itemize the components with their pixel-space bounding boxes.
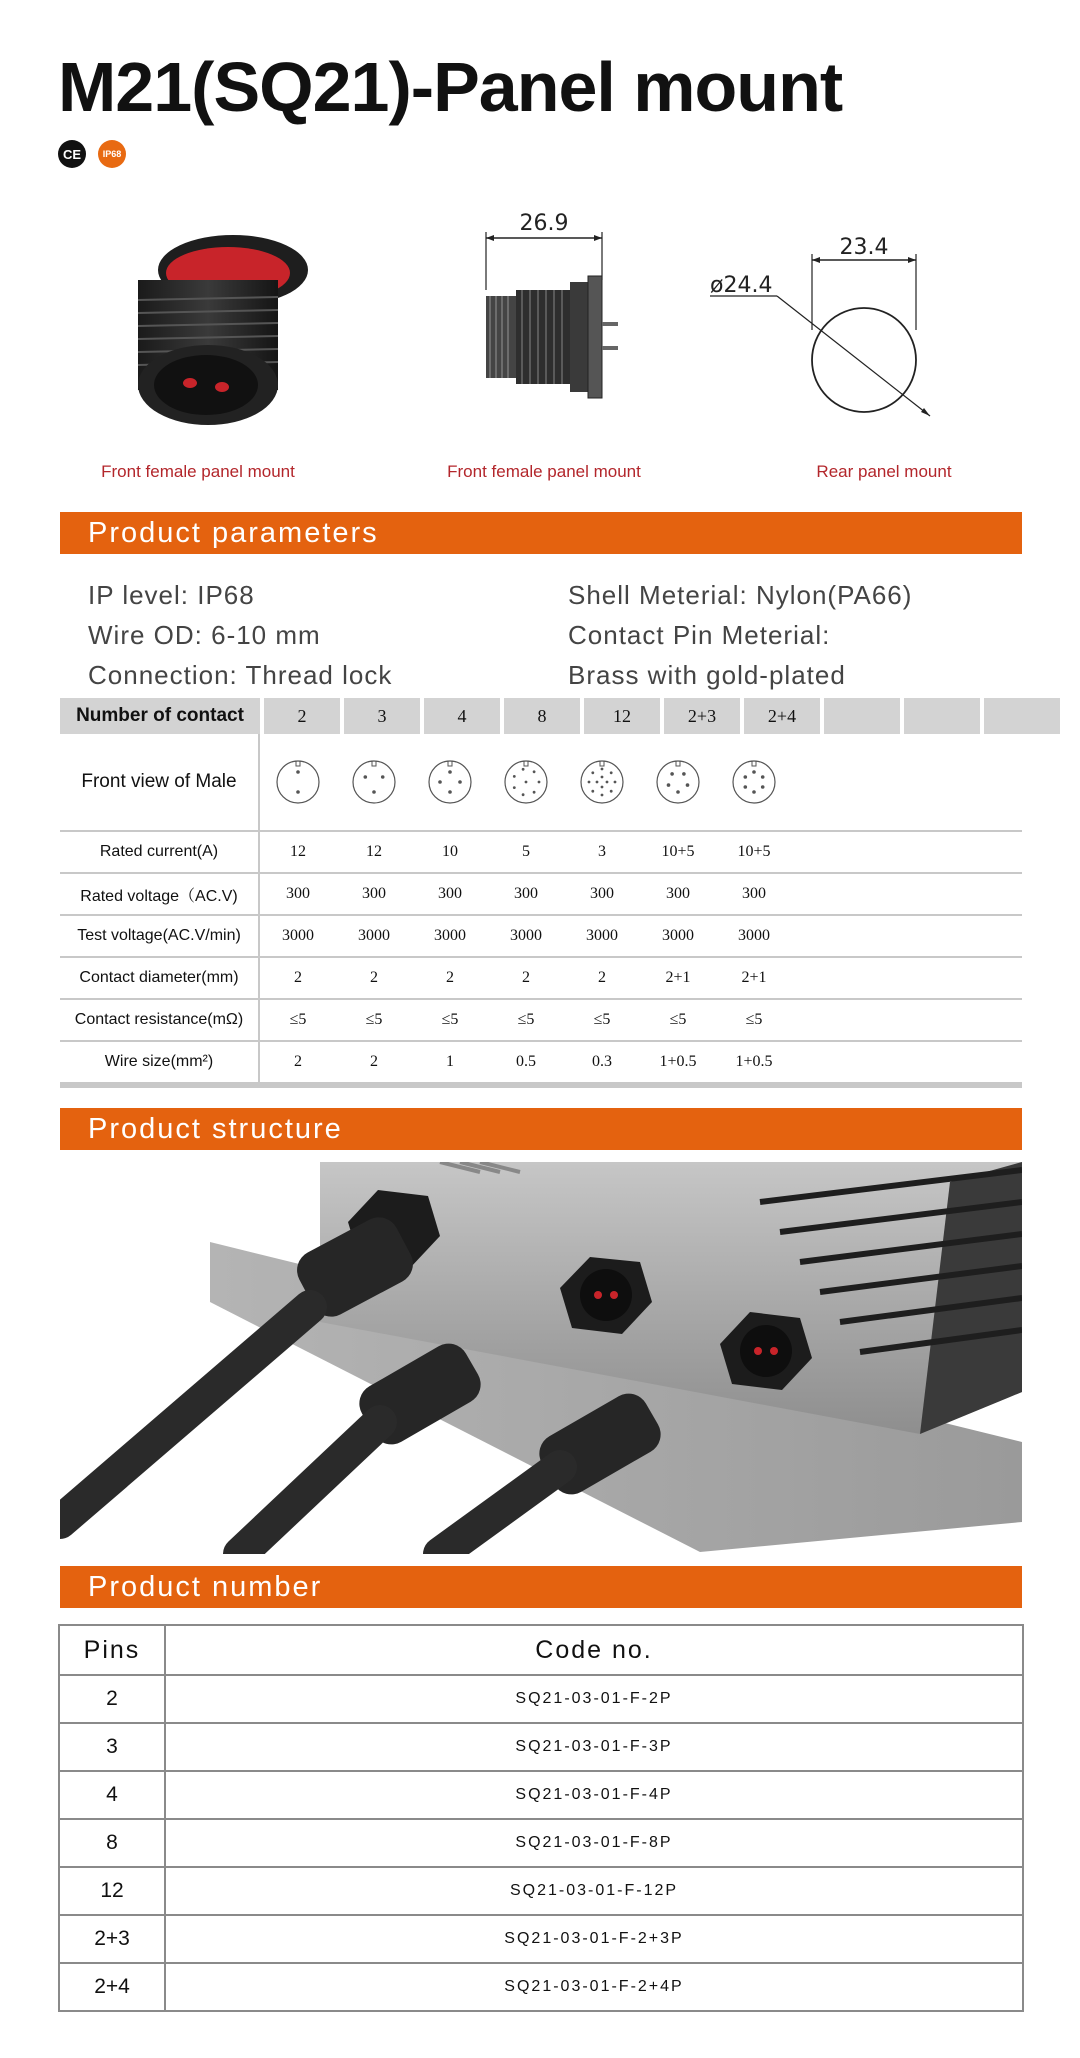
spec-value-cell: ≤5 <box>669 1011 687 1028</box>
spec-value-cell: ≤5 <box>289 1011 307 1028</box>
side-width-dimension: 26.9 <box>519 211 569 236</box>
contact-count-cell: 4 <box>424 698 500 734</box>
front-view-cell <box>640 734 716 830</box>
param-wire-od: Wire OD: 6-10 mm <box>88 620 321 650</box>
spec-value-cell: ≤5 <box>441 1011 459 1028</box>
section-number-title: Product number <box>60 1566 1022 1608</box>
spec-row <box>60 916 1022 958</box>
contact-count-cell <box>984 698 1060 734</box>
pins-cell: 4 <box>59 1771 165 1819</box>
spec-value-cell: 10+5 <box>737 843 771 860</box>
spec-value-cell: 3 <box>598 843 606 860</box>
table-row <box>59 1675 1023 1723</box>
spec-value-cell: 2 <box>522 969 530 986</box>
product-structure-photo <box>60 1162 1022 1554</box>
front-view-cell <box>716 734 792 830</box>
pin-layout-icon <box>275 759 321 805</box>
table-row <box>59 1819 1023 1867</box>
spec-value-cell: ≤5 <box>365 1011 383 1028</box>
ip68-badge-icon: IP68 <box>98 140 126 168</box>
view-caption-2: Front female panel mount <box>447 462 641 481</box>
param-ip-level: IP level: IP68 <box>88 580 255 610</box>
spec-row <box>60 1042 1022 1088</box>
table-row <box>59 1771 1023 1819</box>
pins-cell: 3 <box>59 1723 165 1771</box>
contact-count-cell: 3 <box>344 698 420 734</box>
front-view-cell <box>488 734 564 830</box>
spec-row-label: Rated voltage（AC.V) <box>60 874 260 914</box>
spec-value-cell: 3000 <box>738 927 770 944</box>
code-cell: SQ21-03-01-F-3P <box>165 1723 1023 1771</box>
spec-value-cell: 0.5 <box>516 1053 536 1070</box>
view-caption-3: Rear panel mount <box>816 462 952 481</box>
spec-value-cell: 2 <box>294 969 302 986</box>
spec-row-label: Contact resistance(mΩ) <box>60 1000 260 1040</box>
spec-value-cell: 300 <box>286 885 310 902</box>
pin-layout-icon <box>731 759 777 805</box>
pin-layout-icon <box>351 759 397 805</box>
pins-cell: 2 <box>59 1675 165 1723</box>
contact-count-cell <box>904 698 980 734</box>
spec-value-cell: 3000 <box>586 927 618 944</box>
view-caption-1: Front female panel mount <box>101 462 295 481</box>
specs-table <box>60 698 1022 1088</box>
spec-value-cell: ≤5 <box>745 1011 763 1028</box>
front-view-cell <box>412 734 488 830</box>
spec-value-cell: 3000 <box>434 927 466 944</box>
code-cell: SQ21-03-01-F-2+4P <box>165 1963 1023 2011</box>
product-number-header-row <box>59 1625 1023 1675</box>
param-connection: Connection: Thread lock <box>88 660 393 690</box>
spec-row-label: Rated current(A) <box>60 832 260 872</box>
spec-value-cell: 3000 <box>358 927 390 944</box>
pins-cell: 2+4 <box>59 1963 165 2011</box>
contact-count-cell: 2+4 <box>744 698 820 734</box>
code-cell: SQ21-03-01-F-2+3P <box>165 1915 1023 1963</box>
spec-value-cell: 3000 <box>510 927 542 944</box>
spec-value-cell: 2+1 <box>741 969 767 986</box>
spec-row <box>60 874 1022 916</box>
code-cell: SQ21-03-01-F-2P <box>165 1675 1023 1723</box>
spec-value-cell: 12 <box>290 843 306 860</box>
spec-row <box>60 1000 1022 1042</box>
rear-width-dimension: 23.4 <box>839 235 889 260</box>
specs-header-row <box>60 698 1022 734</box>
specs-header-label: Number of contact <box>60 698 260 734</box>
spec-value-cell: 300 <box>438 885 462 902</box>
code-cell: SQ21-03-01-F-8P <box>165 1819 1023 1867</box>
spec-value-cell: 300 <box>590 885 614 902</box>
spec-row-label: Test voltage(AC.V/min) <box>60 916 260 956</box>
connector-front-render <box>118 225 318 435</box>
rear-dimension-drawing <box>700 230 940 430</box>
contact-count-cell: 8 <box>504 698 580 734</box>
param-pin-material-label: Contact Pin Meterial: <box>568 620 831 650</box>
spec-value-cell: 10+5 <box>661 843 695 860</box>
section-parameters-title: Product parameters <box>60 512 1022 554</box>
table-row <box>59 1723 1023 1771</box>
pin-layout-icon <box>503 759 549 805</box>
spec-value-cell: 300 <box>514 885 538 902</box>
code-cell: SQ21-03-01-F-4P <box>165 1771 1023 1819</box>
spec-value-cell: 1 <box>446 1053 454 1070</box>
code-column-header: Code no. <box>165 1625 1023 1675</box>
spec-value-cell: 5 <box>522 843 530 860</box>
spec-value-cell: 300 <box>362 885 386 902</box>
table-row <box>59 1915 1023 1963</box>
code-cell: SQ21-03-01-F-12P <box>165 1867 1023 1915</box>
param-pin-material-value: Brass with gold-plated <box>568 660 846 690</box>
spec-value-cell: 300 <box>742 885 766 902</box>
spec-value-cell: 3000 <box>662 927 694 944</box>
spec-value-cell: 2+1 <box>665 969 691 986</box>
spec-row-label: Contact diameter(mm) <box>60 958 260 998</box>
pin-layout-icon <box>427 759 473 805</box>
spec-value-cell: ≤5 <box>517 1011 535 1028</box>
rear-diameter-dimension: ø24.4 <box>710 273 773 298</box>
product-number-table <box>58 1624 1024 2012</box>
spec-value-cell: 2 <box>294 1053 302 1070</box>
spec-value-cell: 2 <box>598 969 606 986</box>
spec-row <box>60 958 1022 1000</box>
spec-value-cell: 3000 <box>282 927 314 944</box>
pins-cell: 8 <box>59 1819 165 1867</box>
pins-cell: 12 <box>59 1867 165 1915</box>
spec-value-cell: 1+0.5 <box>659 1053 697 1070</box>
spec-value-cell: 2 <box>370 969 378 986</box>
specs-front-view-row <box>60 734 1022 832</box>
front-view-cell <box>336 734 412 830</box>
front-view-cell <box>260 734 336 830</box>
section-structure-title: Product structure <box>60 1108 1022 1150</box>
contact-count-cell: 12 <box>584 698 660 734</box>
pin-layout-icon <box>655 759 701 805</box>
spec-value-cell: 10 <box>442 843 458 860</box>
spec-value-cell: 1+0.5 <box>735 1053 773 1070</box>
table-row <box>59 1963 1023 2011</box>
ce-mark-icon: CE <box>58 140 86 168</box>
contact-count-cell: 2+3 <box>664 698 740 734</box>
pins-cell: 2+3 <box>59 1915 165 1963</box>
side-dimension-drawing <box>470 210 640 410</box>
spec-value-cell: 2 <box>370 1053 378 1070</box>
pins-column-header: Pins <box>59 1625 165 1675</box>
spec-value-cell: 2 <box>446 969 454 986</box>
spec-row <box>60 832 1022 874</box>
front-view-cell <box>564 734 640 830</box>
table-row <box>59 1867 1023 1915</box>
pin-layout-icon <box>579 759 625 805</box>
param-shell-material: Shell Meterial: Nylon(PA66) <box>568 580 913 610</box>
spec-value-cell: 0.3 <box>592 1053 612 1070</box>
spec-value-cell: 12 <box>366 843 382 860</box>
spec-value-cell: ≤5 <box>593 1011 611 1028</box>
contact-count-cell <box>824 698 900 734</box>
contact-count-cell: 2 <box>264 698 340 734</box>
page-title: M21(SQ21)-Panel mount <box>58 48 843 126</box>
specs-front-view-label: Front view of Male <box>60 734 260 830</box>
spec-value-cell: 300 <box>666 885 690 902</box>
spec-row-label: Wire size(mm²) <box>60 1042 260 1082</box>
